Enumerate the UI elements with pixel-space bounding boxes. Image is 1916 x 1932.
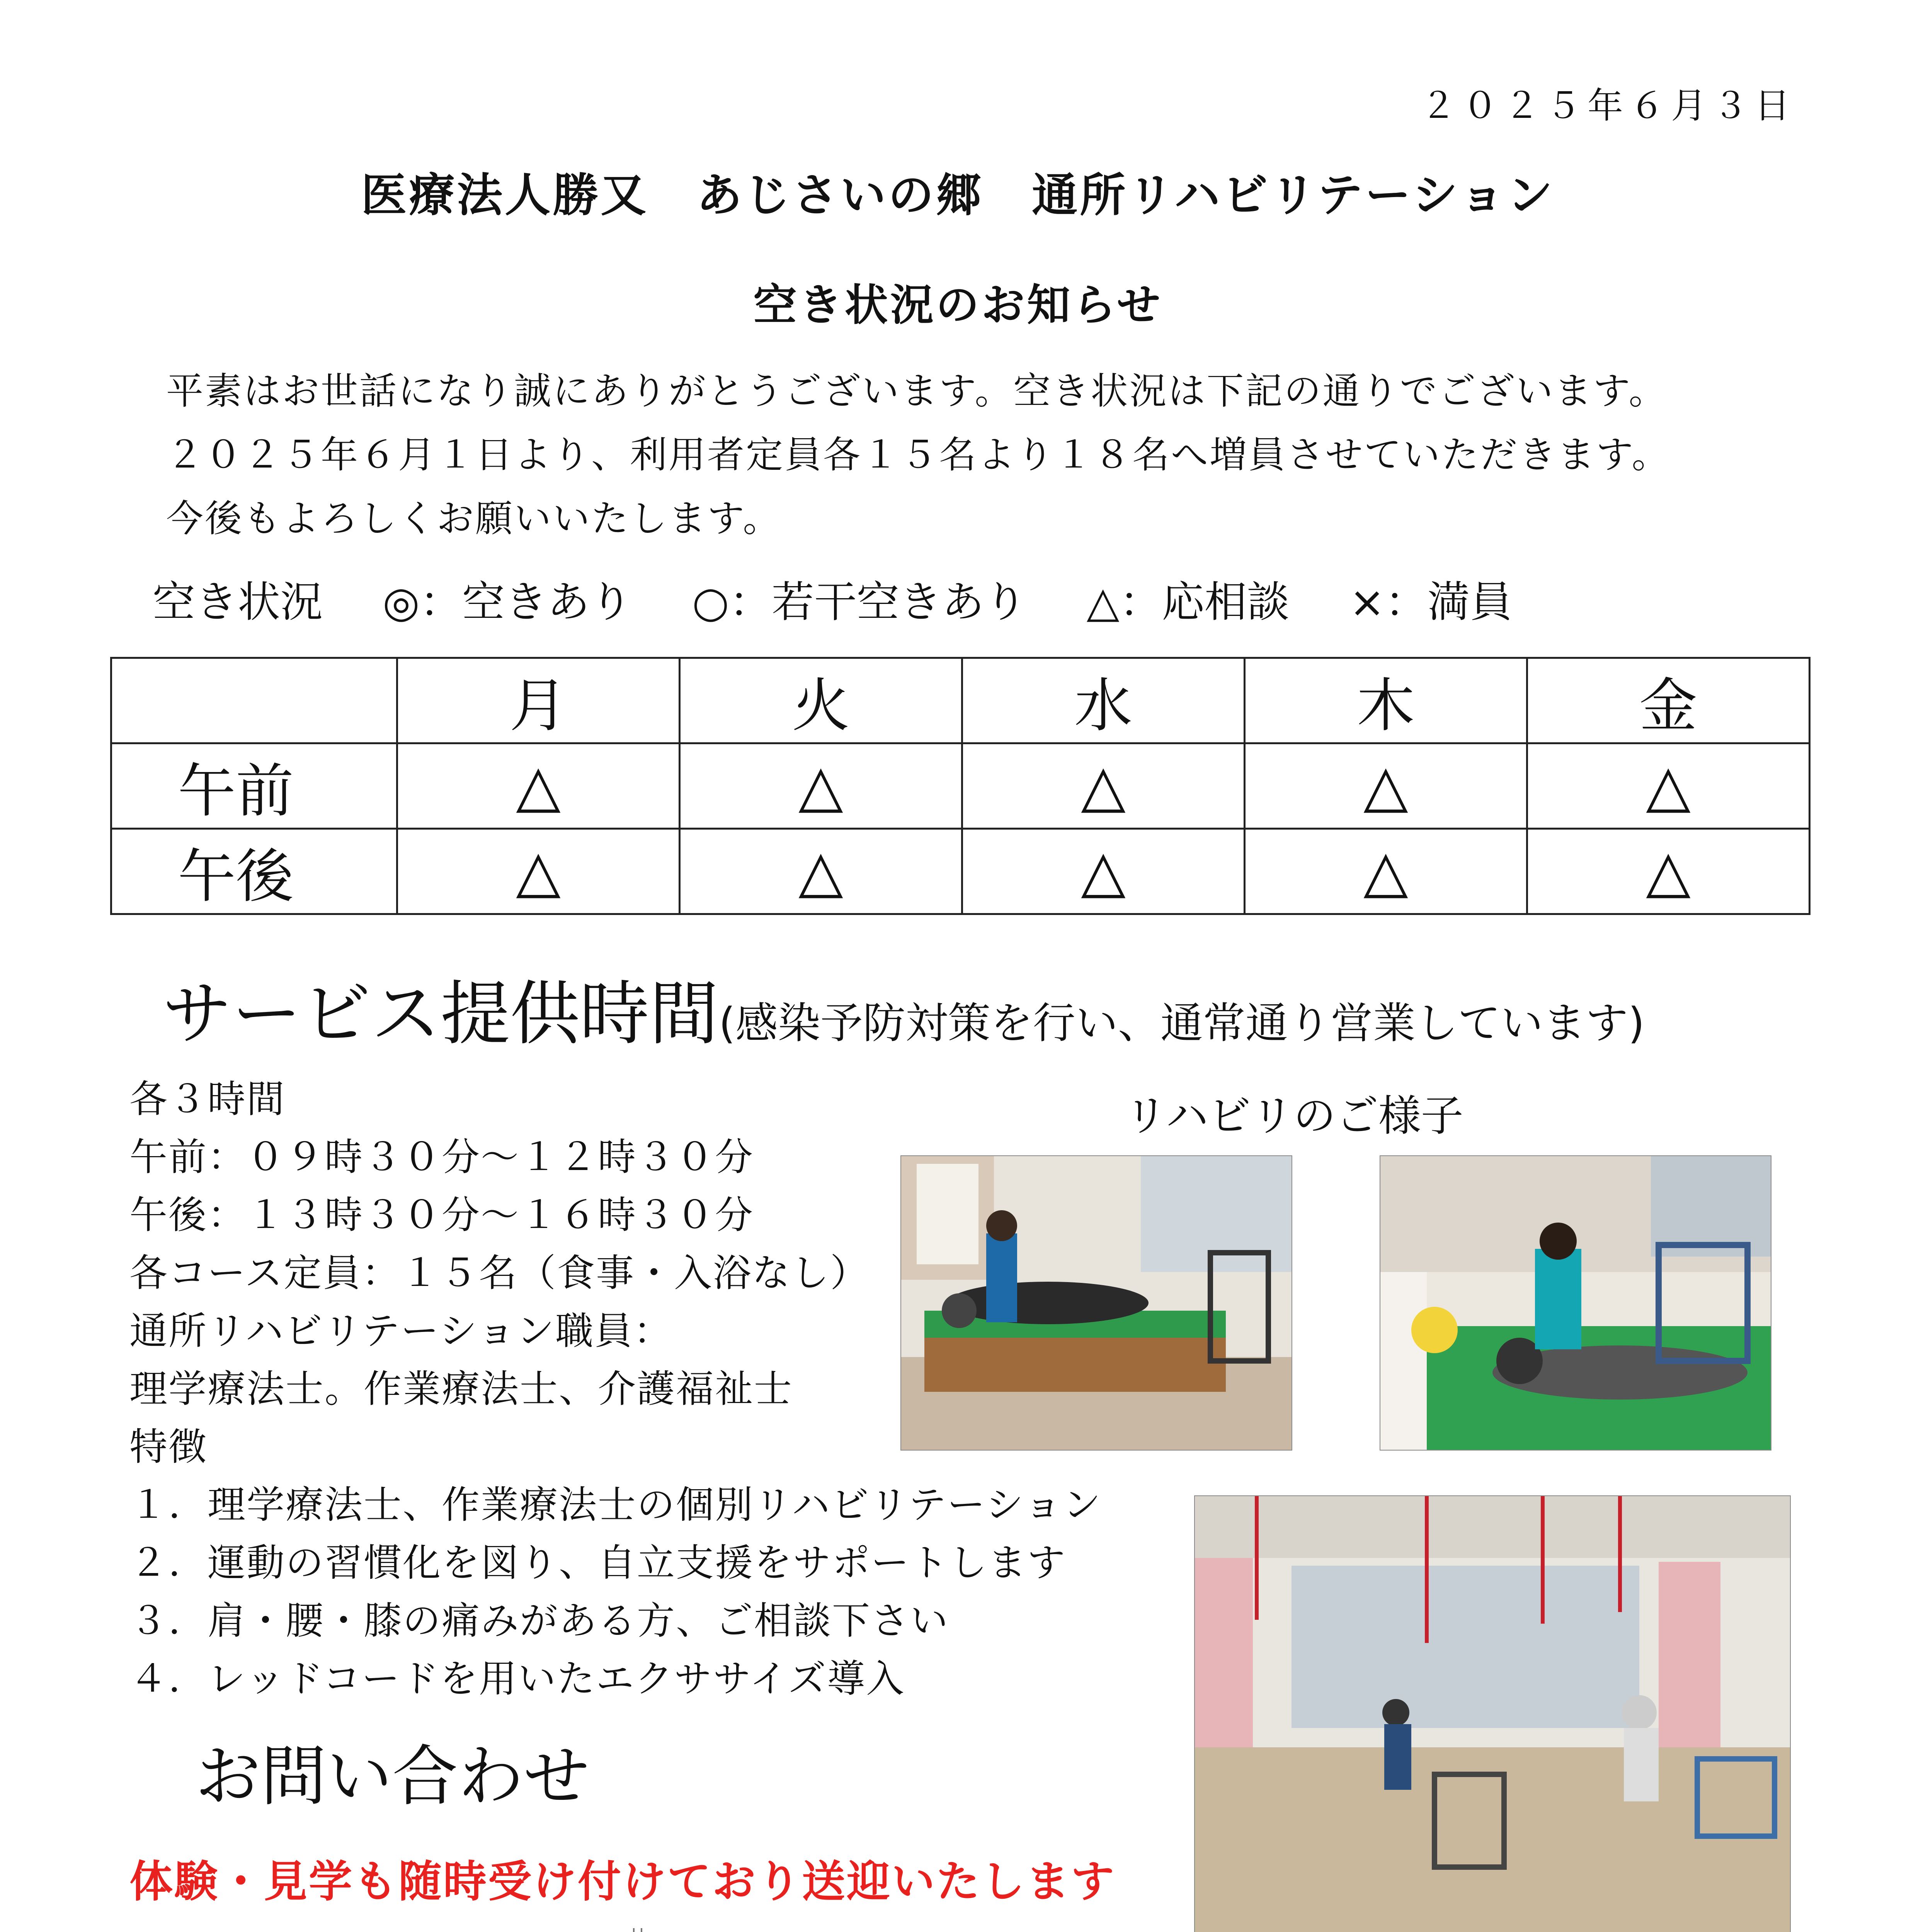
trial-notice: 体験・見学も随時受け付けており送迎いたします <box>129 1857 1116 1907</box>
legend-label: 空き状況 <box>153 577 323 627</box>
service-title: サービス提供時間 <box>162 974 719 1054</box>
service-line: ４．レッドコードを用いたエクササイズ導入 <box>129 1657 905 1701</box>
table-row <box>111 743 1810 829</box>
legend-item: ◎：空きあり <box>382 577 632 627</box>
day-header: 月 <box>397 658 680 743</box>
availability-cell: △ <box>962 743 1245 829</box>
availability-cell: △ <box>680 743 962 829</box>
availability-cell: △ <box>962 829 1245 914</box>
intro-line: ２０２５年６月１日より、利用者定員各１５名より１８名へ増員させていただきます。 <box>166 433 1671 476</box>
availability-cell: △ <box>397 829 680 914</box>
service-line: 通所リハビリテーション職員： <box>129 1309 673 1353</box>
day-header: 水 <box>962 658 1245 743</box>
availability-cell: △ <box>1245 743 1527 829</box>
row-label-afternoon: 午後 <box>111 829 397 914</box>
day-header: 火 <box>680 658 962 743</box>
organization-title: 医療法人勝又 あじさいの郷 通所リハビリテーション <box>361 168 1555 222</box>
availability-legend <box>153 568 1559 629</box>
legend-item: ○：若干空きあり <box>692 577 1027 627</box>
table-header-row <box>111 658 1810 743</box>
rehab-photo-group-exercise <box>1194 1495 1791 1932</box>
table-corner-cell <box>111 658 397 743</box>
service-line: 午前：０９時３０分～１２時３０分 <box>129 1135 754 1179</box>
legend-item: △：応相談 <box>1086 577 1290 627</box>
document-date: ２０２５年６月３日 <box>1420 85 1796 126</box>
availability-cell: △ <box>680 829 962 914</box>
availability-table <box>110 657 1811 915</box>
availability-cell: △ <box>397 743 680 829</box>
row-label-morning: 午前 <box>111 743 397 829</box>
service-hours-heading <box>162 958 1645 1058</box>
legend-item: ×：満員 <box>1349 577 1513 627</box>
rehab-photo-treatment-bed <box>900 1155 1292 1451</box>
contact-heading: お問い合わせ <box>195 1738 590 1815</box>
photo-caption: リハビリのご様子 <box>1125 1091 1463 1141</box>
service-note: (感染予防対策を行い、通常通り営業しています) <box>719 998 1645 1048</box>
day-header: 木 <box>1245 658 1527 743</box>
access-map <box>155 1928 1055 1932</box>
availability-cell: △ <box>1527 743 1810 829</box>
service-line: ２．運動の習慣化を図り、自立支援をサポートします <box>129 1541 1067 1585</box>
intro-paragraph <box>166 359 1670 551</box>
service-line: 各３時間 <box>129 1077 286 1121</box>
service-line: 各コース定員：１５名（食事・入浴なし） <box>129 1251 870 1295</box>
availability-cell: △ <box>1245 829 1527 914</box>
service-line: １．理学療法士、作業療法士の個別リハビリテーション <box>129 1483 1102 1527</box>
service-line: ３．肩・腰・膝の痛みがある方、ご相談下さい <box>129 1599 949 1643</box>
service-line: 特徴 <box>129 1425 208 1469</box>
service-line: 午後：１３時３０分～１６時３０分 <box>129 1193 754 1237</box>
table-row <box>111 829 1810 914</box>
rehab-photo-therapist-session <box>1380 1155 1771 1451</box>
availability-cell: △ <box>1527 829 1810 914</box>
day-header: 金 <box>1527 658 1810 743</box>
service-line: 理学療法士。作業療法士、介護福祉士 <box>129 1367 793 1411</box>
intro-line: 平素はお世話になり誠にありがとうございます。空き状況は下記の通りでございます。 <box>166 369 1668 413</box>
intro-line: 今後もよろしくお願いいたします。 <box>166 497 782 540</box>
notice-subtitle: 空き状況のお知らせ <box>753 280 1163 330</box>
